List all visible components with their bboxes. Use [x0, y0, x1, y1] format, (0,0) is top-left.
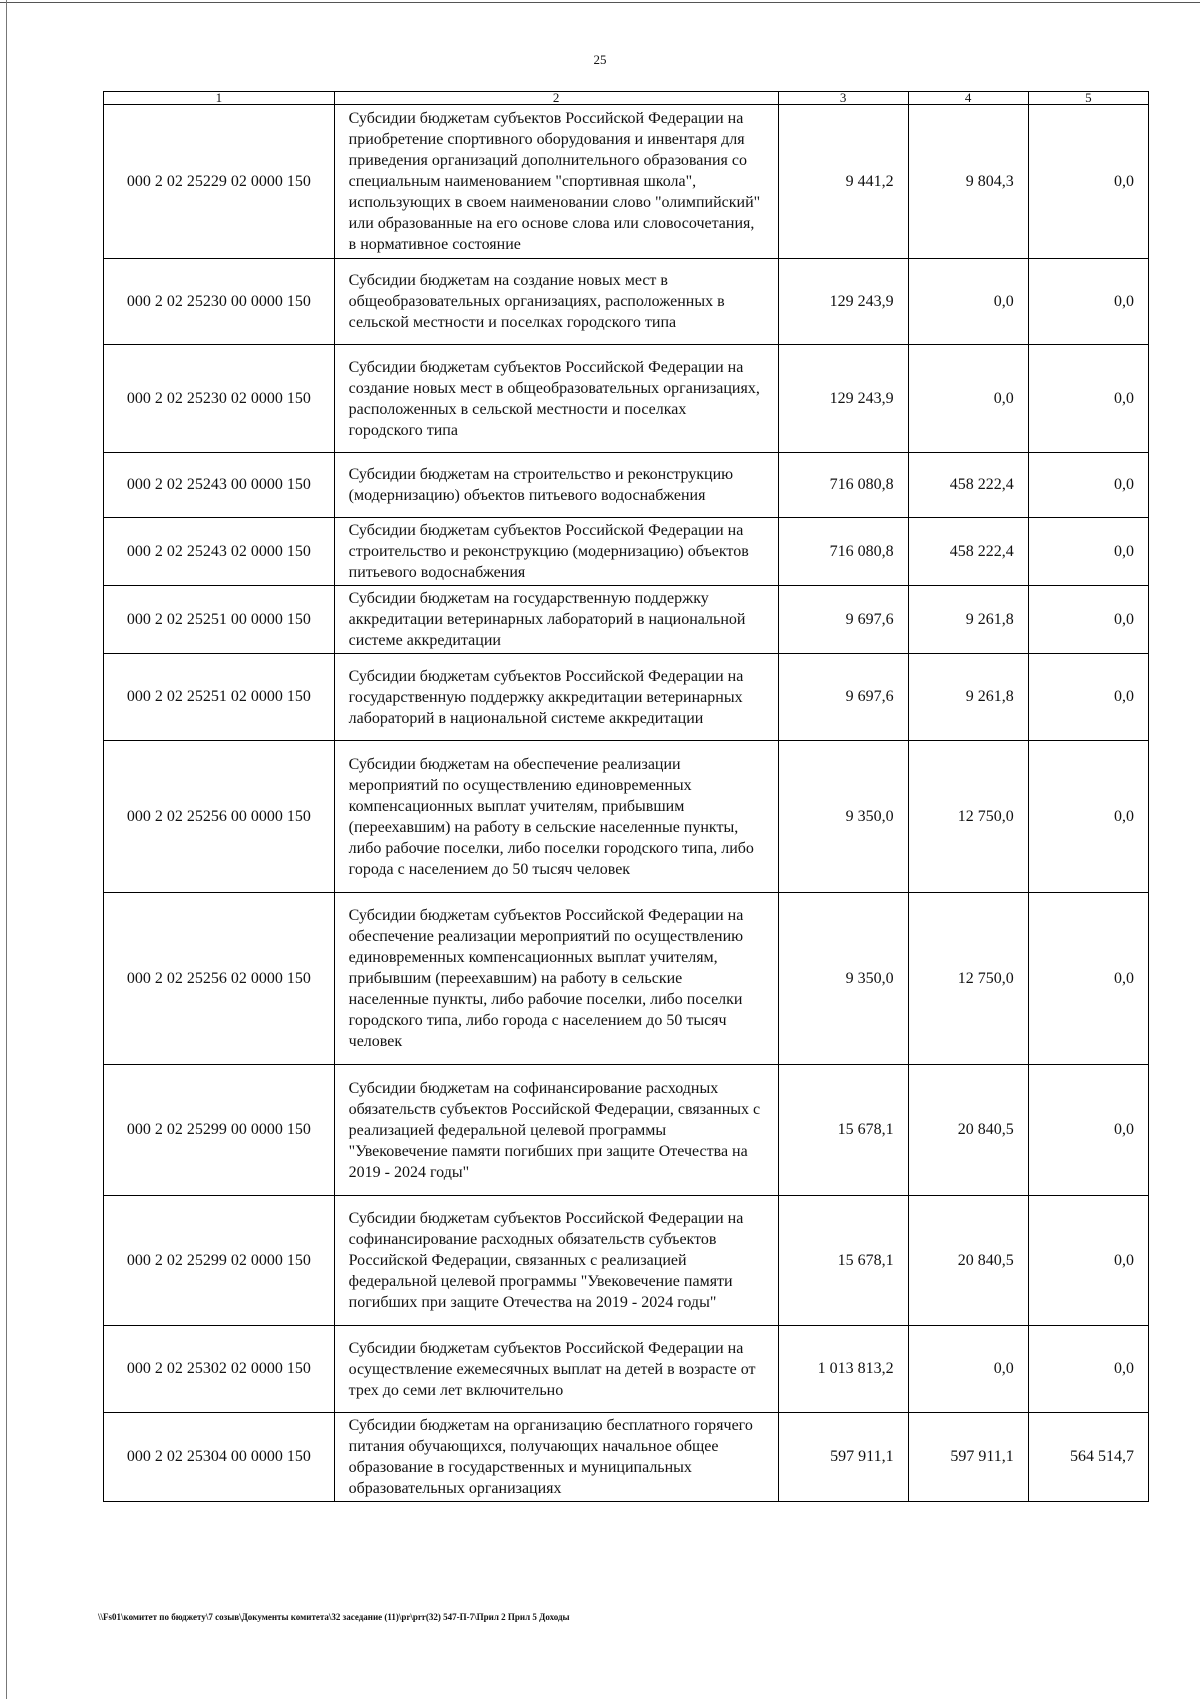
left-border-line — [6, 0, 7, 1699]
top-border-line — [0, 2, 1200, 3]
row-code: 000 2 02 25302 02 0000 150 — [104, 1326, 335, 1413]
table-row — [104, 105, 1149, 259]
table-row — [104, 741, 1149, 893]
row-name: Субсидии бюджетам субъектов Российской Федерации на обеспечение реализации мероприятий по осуществлению единовременных компенсационных выплат учителям, прибывшим (переехавшим) на работу в сельские населенные пункты, либо рабочие поселки, либо поселки городского типа, либо города с населением до 50 тысяч человек — [334, 893, 778, 1065]
table-row — [104, 586, 1149, 654]
row-code: 000 2 02 25229 02 0000 150 — [104, 105, 335, 259]
row-value-col5: 0,0 — [1028, 654, 1148, 741]
row-code: 000 2 02 25256 00 0000 150 — [104, 741, 335, 893]
table-row — [104, 1413, 1149, 1502]
row-name: Субсидии бюджетам субъектов Российской Федерации на осуществление ежемесячных выплат на детей в возрасте от трех до семи лет включительно — [334, 1326, 778, 1413]
row-value-col4: 0,0 — [908, 259, 1028, 345]
row-value-col4: 9 804,3 — [908, 105, 1028, 259]
row-value-col4: 9 261,8 — [908, 654, 1028, 741]
row-value-col5: 0,0 — [1028, 741, 1148, 893]
row-code: 000 2 02 25256 02 0000 150 — [104, 893, 335, 1065]
table-row — [104, 654, 1149, 741]
row-name: Субсидии бюджетам на государственную поддержку аккредитации ветеринарных лабораторий в национальной системе аккредитации — [334, 586, 778, 654]
row-value-col5: 0,0 — [1028, 586, 1148, 654]
row-code: 000 2 02 25230 00 0000 150 — [104, 259, 335, 345]
column-header-4: 4 — [908, 92, 1028, 105]
row-name: Субсидии бюджетам на организацию бесплатного горячего питания обучающихся, получающих начальное общее образование в государственных и муниципальных образовательных организациях — [334, 1413, 778, 1502]
budget-income-table — [103, 91, 1149, 1502]
row-name: Субсидии бюджетам субъектов Российской Федерации на строительство и реконструкцию (модернизацию) объектов питьевого водоснабжения — [334, 518, 778, 586]
row-value-col3: 716 080,8 — [778, 453, 908, 518]
row-name: Субсидии бюджетам субъектов Российской Федерации на создание новых мест в общеобразовательных организациях, расположенных в сельской местности и поселках городского типа — [334, 345, 778, 453]
row-name: Субсидии бюджетам субъектов Российской Федерации на софинансирование расходных обязательств субъектов Российской Федерации, связанных с реализацией федеральной целевой программы "Увековечение памяти погибших при защите Отечества на 2019 - 2024 годы" — [334, 1196, 778, 1326]
column-header-5: 5 — [1028, 92, 1148, 105]
row-value-col5: 0,0 — [1028, 345, 1148, 453]
row-value-col3: 9 350,0 — [778, 741, 908, 893]
row-value-col5: 0,0 — [1028, 259, 1148, 345]
row-value-col3: 9 350,0 — [778, 893, 908, 1065]
row-value-col3: 9 697,6 — [778, 654, 908, 741]
row-value-col5: 0,0 — [1028, 1065, 1148, 1196]
row-value-col4: 0,0 — [908, 1326, 1028, 1413]
row-value-col3: 9 697,6 — [778, 586, 908, 654]
row-name: Субсидии бюджетам на обеспечение реализации мероприятий по осуществлению единовременных компенсационных выплат учителям, прибывшим (переехавшим) на работу в сельские населенные пункты, либо рабочие поселки, либо поселки городского типа, либо города с населением до 50 тысяч человек — [334, 741, 778, 893]
row-value-col4: 458 222,4 — [908, 518, 1028, 586]
row-value-col5: 564 514,7 — [1028, 1413, 1148, 1502]
row-code: 000 2 02 25299 02 0000 150 — [104, 1196, 335, 1326]
row-value-col4: 20 840,5 — [908, 1196, 1028, 1326]
row-value-col3: 9 441,2 — [778, 105, 908, 259]
row-value-col4: 9 261,8 — [908, 586, 1028, 654]
row-value-col5: 0,0 — [1028, 1196, 1148, 1326]
row-value-col4: 12 750,0 — [908, 741, 1028, 893]
row-value-col5: 0,0 — [1028, 105, 1148, 259]
row-value-col3: 1 013 813,2 — [778, 1326, 908, 1413]
row-value-col3: 597 911,1 — [778, 1413, 908, 1502]
row-code: 000 2 02 25243 00 0000 150 — [104, 453, 335, 518]
row-value-col5: 0,0 — [1028, 1326, 1148, 1413]
row-name: Субсидии бюджетам субъектов Российской Федерации на государственную поддержку аккредитации ветеринарных лабораторий в национальной системе аккредитации — [334, 654, 778, 741]
row-code: 000 2 02 25299 00 0000 150 — [104, 1065, 335, 1196]
row-code: 000 2 02 25230 02 0000 150 — [104, 345, 335, 453]
table-row — [104, 518, 1149, 586]
row-code: 000 2 02 25304 00 0000 150 — [104, 1413, 335, 1502]
row-code: 000 2 02 25251 02 0000 150 — [104, 654, 335, 741]
row-value-col3: 15 678,1 — [778, 1065, 908, 1196]
table-row — [104, 1065, 1149, 1196]
row-value-col5: 0,0 — [1028, 893, 1148, 1065]
column-header-2: 2 — [334, 92, 778, 105]
row-value-col4: 0,0 — [908, 345, 1028, 453]
row-name: Субсидии бюджетам субъектов Российской Федерации на приобретение спортивного оборудования и инвентаря для приведения организаций дополнительного образования со специальным наименованием "спортивная школа", использующих в своем наименовании слово "олимпийский" или образованные на его основе слова или словосочетания, в нормативное состояние — [334, 105, 778, 259]
row-value-col5: 0,0 — [1028, 453, 1148, 518]
column-header-1: 1 — [104, 92, 335, 105]
page-number: 25 — [593, 52, 607, 67]
row-value-col5: 0,0 — [1028, 518, 1148, 586]
row-value-col4: 12 750,0 — [908, 893, 1028, 1065]
column-header-3: 3 — [778, 92, 908, 105]
row-value-col3: 129 243,9 — [778, 259, 908, 345]
table-header-row — [104, 92, 1149, 105]
row-name: Субсидии бюджетам на строительство и реконструкцию (модернизацию) объектов питьевого водоснабжения — [334, 453, 778, 518]
table-row — [104, 345, 1149, 453]
row-value-col4: 458 222,4 — [908, 453, 1028, 518]
row-code: 000 2 02 25243 02 0000 150 — [104, 518, 335, 586]
row-value-col4: 20 840,5 — [908, 1065, 1028, 1196]
row-name: Субсидии бюджетам на софинансирование расходных обязательств субъектов Российской Федерации, связанных с реализацией федеральной целевой программы "Увековечение памяти погибших при защите Отечества на 2019 - 2024 годы" — [334, 1065, 778, 1196]
row-value-col3: 15 678,1 — [778, 1196, 908, 1326]
table-row — [104, 259, 1149, 345]
row-value-col4: 597 911,1 — [908, 1413, 1028, 1502]
row-value-col3: 129 243,9 — [778, 345, 908, 453]
table-row — [104, 893, 1149, 1065]
table-row — [104, 1326, 1149, 1413]
file-path-footer: \\Fs01\комитет по бюджету\7 созыв\Документы комитета\32 заседание (11)\pr\prr(32) 547-П-7\Прил 2 Прил 5 Доходы — [98, 1612, 570, 1622]
row-value-col3: 716 080,8 — [778, 518, 908, 586]
table-row — [104, 1196, 1149, 1326]
table-row — [104, 453, 1149, 518]
row-code: 000 2 02 25251 00 0000 150 — [104, 586, 335, 654]
row-name: Субсидии бюджетам на создание новых мест в общеобразовательных организациях, расположенных в сельской местности и поселках городского типа — [334, 259, 778, 345]
